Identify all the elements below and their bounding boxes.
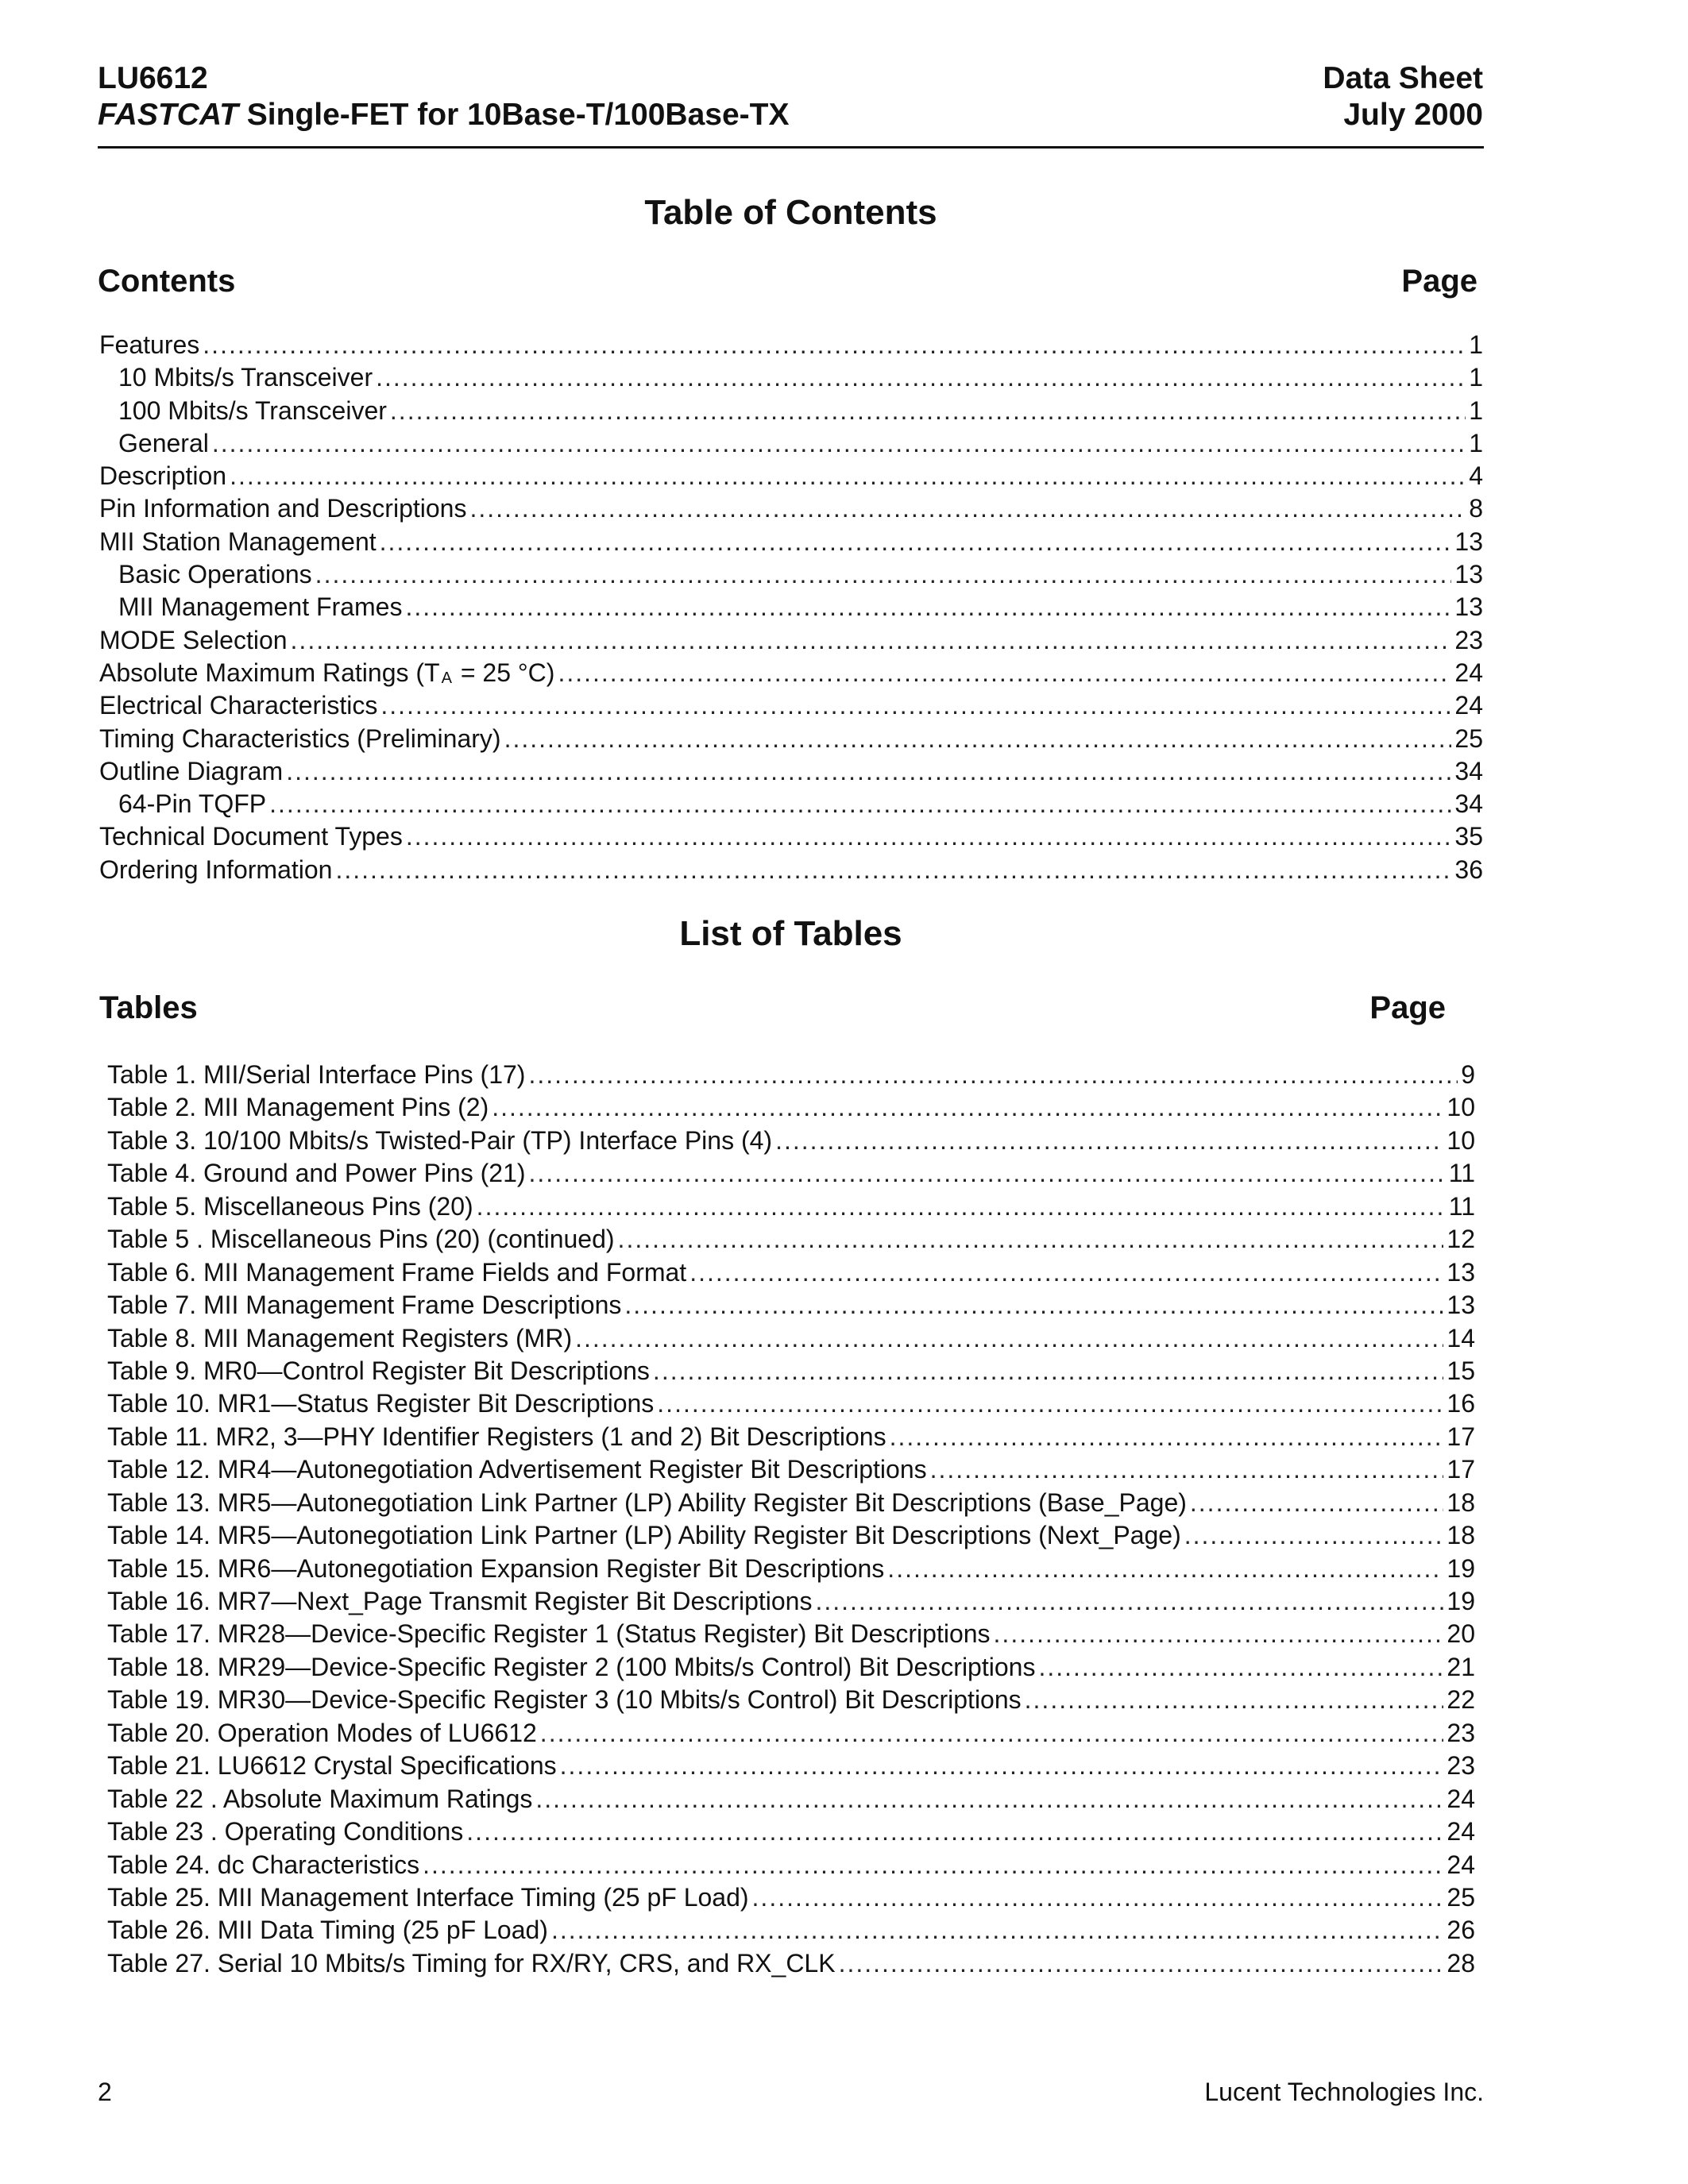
dot-leader — [689, 1256, 1443, 1289]
dot-leader — [466, 1815, 1443, 1848]
toc-entry-page: 1 — [1469, 363, 1483, 392]
tables-entry-page: 24 — [1447, 1817, 1475, 1846]
dot-leader — [540, 1717, 1444, 1750]
dot-leader — [1038, 1651, 1443, 1684]
tables-entry-title: Table 2. MII Management Pins (2) — [107, 1093, 489, 1122]
tables-entry-title: Table 24. dc Characteristics — [107, 1850, 420, 1879]
toc-entry-title: MII Station Management — [99, 527, 377, 556]
tables-entry-page: 21 — [1447, 1652, 1475, 1681]
header-brand: FASTCAT — [98, 98, 238, 132]
dot-leader — [315, 558, 1452, 591]
toc-entry-title: Technical Document Types — [99, 822, 403, 851]
tables-entry[interactable] — [107, 1553, 1475, 1585]
dot-leader — [269, 788, 1451, 820]
toc-entry[interactable] — [99, 591, 1483, 623]
tables-entry-page: 18 — [1447, 1488, 1475, 1517]
toc-title: Table of Contents — [644, 193, 937, 232]
dot-leader — [406, 820, 1452, 853]
tables-entry[interactable] — [107, 1585, 1475, 1618]
dot-leader — [203, 329, 1466, 361]
tables-entry[interactable] — [107, 1684, 1475, 1716]
dot-leader — [528, 1059, 1458, 1091]
tables-entry[interactable] — [107, 1717, 1475, 1750]
tables-entry-page: 17 — [1447, 1422, 1475, 1451]
tables-entry[interactable] — [107, 1091, 1475, 1124]
tables-entry-title: Table 4. Ground and Power Pins (21) — [107, 1159, 526, 1188]
dot-leader — [535, 1783, 1443, 1815]
toc-entry[interactable] — [99, 820, 1483, 853]
tables-entry-title: Table 9. MR0—Control Register Bit Descriptions — [107, 1356, 650, 1385]
entry-title-subscript: A — [441, 669, 452, 687]
toc-entry-page: 8 — [1469, 494, 1483, 523]
dot-leader — [560, 1750, 1444, 1782]
tables-entry[interactable] — [107, 1355, 1475, 1387]
tables-entry-title: Table 10. MR1—Status Register Bit Descriptions — [107, 1389, 655, 1418]
toc-list — [99, 329, 1483, 886]
toc-entry-page: 13 — [1454, 592, 1483, 622]
tables-entry-page: 19 — [1447, 1553, 1475, 1583]
tables-entry[interactable] — [107, 1651, 1475, 1684]
dot-leader — [477, 1190, 1446, 1223]
toc-entry-page: 25 — [1454, 723, 1483, 753]
tables-entry-page: 22 — [1447, 1685, 1475, 1715]
tables-entry-page: 12 — [1447, 1225, 1475, 1254]
entry-title-part: = 25 °C) — [453, 658, 555, 687]
tables-entry-title: Table 8. MII Management Registers (MR) — [107, 1323, 573, 1352]
tables-entry-page: 13 — [1447, 1291, 1475, 1320]
tables-entry-title: Table 18. MR29—Device-Specific Register 2 (100 Mbits/s Control) Bit Descriptions — [107, 1652, 1036, 1681]
dot-leader — [390, 395, 1466, 427]
tables-entry-page: 25 — [1447, 1882, 1475, 1912]
dot-leader — [504, 723, 1452, 755]
tables-entry-page: 9 — [1461, 1060, 1475, 1089]
tables-entry-title: Table 5. Miscellaneous Pins (20) — [107, 1191, 473, 1221]
dot-leader — [752, 1881, 1444, 1914]
tables-entry-title: Table 19. MR30—Device-Specific Register 3 (10 Mbits/s Control) Bit Descriptions — [107, 1685, 1022, 1715]
tables-entry[interactable] — [107, 1190, 1475, 1223]
toc-entry-title: Features — [99, 330, 200, 359]
tables-entry-page: 16 — [1447, 1389, 1475, 1418]
tables-entry[interactable] — [107, 1289, 1475, 1322]
toc-entry-page: 35 — [1454, 822, 1483, 851]
dot-leader — [1184, 1519, 1444, 1552]
toc-entry-title: Electrical Characteristics — [99, 691, 378, 720]
dot-leader — [529, 1157, 1446, 1190]
tables-entry-title: Table 22 . Absolute Maximum Ratings — [107, 1784, 533, 1813]
toc-entry-page: 34 — [1454, 789, 1483, 819]
footer-company: Lucent Technologies Inc. — [1204, 2078, 1484, 2106]
toc-entry[interactable] — [99, 329, 1483, 361]
tables-entry[interactable] — [107, 1750, 1475, 1782]
dot-leader — [492, 1091, 1443, 1124]
dot-leader — [653, 1355, 1443, 1387]
dot-leader — [815, 1585, 1443, 1618]
tables-entry-page: 11 — [1448, 1191, 1475, 1221]
toc-entry-title: Basic Operations — [118, 560, 312, 589]
tables-col-tables: Tables — [99, 990, 198, 1025]
tables-entry[interactable] — [107, 1849, 1475, 1881]
toc-entry[interactable] — [99, 624, 1483, 657]
dot-leader — [775, 1125, 1443, 1157]
dot-leader — [380, 689, 1451, 722]
toc-entry[interactable] — [99, 854, 1483, 886]
toc-entry[interactable] — [99, 526, 1483, 558]
dot-leader — [558, 657, 1451, 689]
toc-entry-page: 13 — [1454, 560, 1483, 589]
toc-entry-page: 34 — [1454, 756, 1483, 785]
tables-entry-title: Table 12. MR4—Autonegotiation Advertisement Register Bit Descriptions — [107, 1455, 927, 1484]
toc-entry[interactable] — [99, 460, 1483, 492]
page-header — [98, 60, 1483, 133]
dot-leader — [291, 624, 1452, 657]
toc-entry-title: 10 Mbits/s Transceiver — [118, 363, 373, 392]
tables-entry-page: 14 — [1447, 1323, 1475, 1352]
tables-entry-title: Table 27. Serial 10 Mbits/s Timing for RX/RY, CRS, and RX_CLK — [107, 1948, 836, 1978]
header-divider — [98, 146, 1484, 149]
dot-leader — [994, 1618, 1444, 1650]
toc-entry-page: 1 — [1469, 330, 1483, 359]
toc-entry[interactable] — [99, 427, 1483, 460]
dot-leader — [405, 591, 1451, 623]
tables-entry[interactable] — [107, 1487, 1475, 1519]
tables-entry-title: Table 5 . Miscellaneous Pins (20) (continued) — [107, 1225, 615, 1254]
header-subtitle: Single-FET for 10Base-T/100Base-TX — [238, 98, 790, 132]
tables-entry-title: Table 20. Operation Modes of LU6612 — [107, 1718, 537, 1747]
toc-entry-page: 1 — [1469, 428, 1483, 457]
tables-entry-title: Table 23 . Operating Conditions — [107, 1817, 464, 1846]
toc-entry[interactable] — [99, 657, 1483, 689]
tables-entry[interactable] — [107, 1387, 1475, 1420]
toc-entry-title: Pin Information and Descriptions — [99, 494, 467, 523]
tables-entry-title: Table 25. MII Management Interface Timing (25 pF Load) — [107, 1882, 749, 1912]
tables-entry-page: 26 — [1447, 1916, 1475, 1945]
page-footer — [98, 2076, 1484, 2108]
toc-entry[interactable] — [99, 755, 1483, 788]
toc-column-headers — [98, 262, 1477, 300]
dot-leader — [839, 1947, 1444, 1980]
toc-entry[interactable] — [99, 723, 1483, 755]
toc-entry-title: Description — [99, 461, 227, 491]
tables-entry-title: Table 6. MII Management Frame Fields and Format — [107, 1257, 687, 1287]
toc-entry-page: 4 — [1469, 461, 1483, 491]
toc-col-page: Page — [1401, 264, 1477, 299]
toc-entry-title: 100 Mbits/s Transceiver — [118, 396, 387, 425]
tables-col-page: Page — [1369, 990, 1446, 1025]
tables-entry-title: Table 13. MR5—Autonegotiation Link Partner (LP) Ability Register Bit Descriptions (Base_Page) — [107, 1488, 1187, 1517]
footer-page-number: 2 — [98, 2078, 112, 2106]
dot-leader — [551, 1914, 1443, 1947]
tables-entry-title: Table 11. MR2, 3—PHY Identifier Registers (1 and 2) Bit Descriptions — [107, 1422, 886, 1451]
toc-entry-page: 13 — [1454, 527, 1483, 556]
header-product-title — [98, 97, 789, 133]
tables-entry[interactable] — [107, 1059, 1475, 1091]
tables-entry-page: 23 — [1447, 1718, 1475, 1747]
tables-title: List of Tables — [679, 914, 902, 953]
tables-entry-page: 20 — [1447, 1619, 1475, 1649]
toc-entry[interactable] — [99, 558, 1483, 591]
dot-leader — [376, 361, 1466, 394]
tables-entry[interactable] — [107, 1519, 1475, 1552]
tables-entry[interactable] — [107, 1453, 1475, 1486]
tables-entry-page: 28 — [1447, 1948, 1475, 1978]
toc-entry-page: 24 — [1454, 658, 1483, 687]
toc-entry[interactable] — [99, 395, 1483, 427]
tables-entry[interactable] — [107, 1223, 1475, 1256]
toc-entry-page: 23 — [1454, 625, 1483, 654]
dot-leader — [575, 1322, 1443, 1355]
tables-entry-page: 15 — [1447, 1356, 1475, 1385]
dot-leader — [930, 1453, 1444, 1486]
tables-entry-title: Table 14. MR5—Autonegotiation Link Partner (LP) Ability Register Bit Descriptions (Next_Page) — [107, 1521, 1181, 1550]
tables-entry-title: Table 26. MII Data Timing (25 pF Load) — [107, 1916, 548, 1945]
tables-entry[interactable] — [107, 1256, 1475, 1289]
tables-entry[interactable] — [107, 1157, 1475, 1190]
toc-entry-title: Ordering Information — [99, 855, 333, 884]
dot-leader — [212, 427, 1466, 460]
tables-entry-page: 10 — [1447, 1125, 1475, 1155]
toc-entry[interactable] — [99, 689, 1483, 722]
tables-entry[interactable] — [107, 1947, 1475, 1980]
toc-entry-page: 1 — [1469, 396, 1483, 425]
dot-leader — [618, 1223, 1444, 1256]
dot-leader — [469, 492, 1466, 525]
tables-entry[interactable] — [107, 1914, 1475, 1947]
toc-entry[interactable] — [99, 788, 1483, 820]
toc-entry-title: MODE Selection — [99, 625, 288, 654]
header-model: LU6612 — [98, 61, 208, 95]
dot-leader — [230, 460, 1466, 492]
header-doc-type: Data Sheet — [1323, 61, 1483, 95]
toc-entry-title: MII Management Frames — [118, 592, 403, 622]
tables-entry-title: Table 15. MR6—Autonegotiation Expansion Register Bit Descriptions — [107, 1553, 885, 1583]
tables-entry[interactable] — [107, 1881, 1475, 1914]
tables-column-headers — [99, 989, 1446, 1027]
toc-entry-title: General — [118, 428, 209, 457]
toc-col-contents: Contents — [98, 264, 236, 299]
tables-entry[interactable] — [107, 1421, 1475, 1453]
entry-title-part: Absolute Maximum Ratings (T — [99, 658, 440, 687]
tables-entry-title: Table 16. MR7—Next_Page Transmit Register Bit Descriptions — [107, 1587, 813, 1615]
tables-entry[interactable] — [107, 1125, 1475, 1157]
tables-entry-title: Table 17. MR28—Device-Specific Register 1 (Status Register) Bit Descriptions — [107, 1619, 991, 1649]
tables-entry-page: 11 — [1448, 1159, 1475, 1188]
tables-entry[interactable] — [107, 1783, 1475, 1815]
tables-entry-title: Table 7. MII Management Frame Descriptions — [107, 1291, 622, 1320]
tables-entry-page: 13 — [1447, 1257, 1475, 1287]
tables-entry-title: Table 21. LU6612 Crystal Specifications — [107, 1751, 557, 1781]
tables-entry[interactable] — [107, 1322, 1475, 1355]
tables-list — [107, 1059, 1475, 1980]
tables-entry-page: 23 — [1447, 1751, 1475, 1781]
tables-entry-page: 24 — [1447, 1850, 1475, 1879]
toc-entry-title: Timing Characteristics (Preliminary) — [99, 723, 501, 753]
toc-entry-title: Outline Diagram — [99, 756, 284, 785]
toc-entry[interactable] — [99, 492, 1483, 525]
tables-entry-page: 24 — [1447, 1784, 1475, 1813]
header-date: July 2000 — [1343, 98, 1483, 132]
tables-entry-title: Table 3. 10/100 Mbits/s Twisted-Pair (TP) Interface Pins (4) — [107, 1125, 773, 1155]
dot-leader — [1025, 1684, 1444, 1716]
tables-entry[interactable] — [107, 1618, 1475, 1650]
tables-entry-page: 10 — [1447, 1093, 1475, 1122]
tables-entry[interactable] — [107, 1815, 1475, 1848]
tables-entry-title: Table 1. MII/Serial Interface Pins (17) — [107, 1060, 526, 1089]
dot-leader — [657, 1387, 1443, 1420]
toc-entry-page: 36 — [1454, 855, 1483, 884]
dot-leader — [887, 1553, 1443, 1585]
dot-leader — [1190, 1487, 1444, 1519]
tables-entry-page: 18 — [1447, 1521, 1475, 1550]
dot-leader — [286, 755, 1451, 788]
toc-entry[interactable] — [99, 361, 1483, 394]
dot-leader — [335, 854, 1451, 886]
toc-entry-title: 64-Pin TQFP — [118, 789, 267, 819]
tables-entry-page: 19 — [1447, 1587, 1475, 1615]
dot-leader — [423, 1849, 1443, 1881]
toc-entry-title — [99, 657, 554, 693]
dot-leader — [890, 1421, 1444, 1453]
toc-entry-page: 24 — [1454, 691, 1483, 720]
dot-leader — [380, 526, 1452, 558]
dot-leader — [624, 1289, 1443, 1322]
tables-entry-page: 17 — [1447, 1455, 1475, 1484]
